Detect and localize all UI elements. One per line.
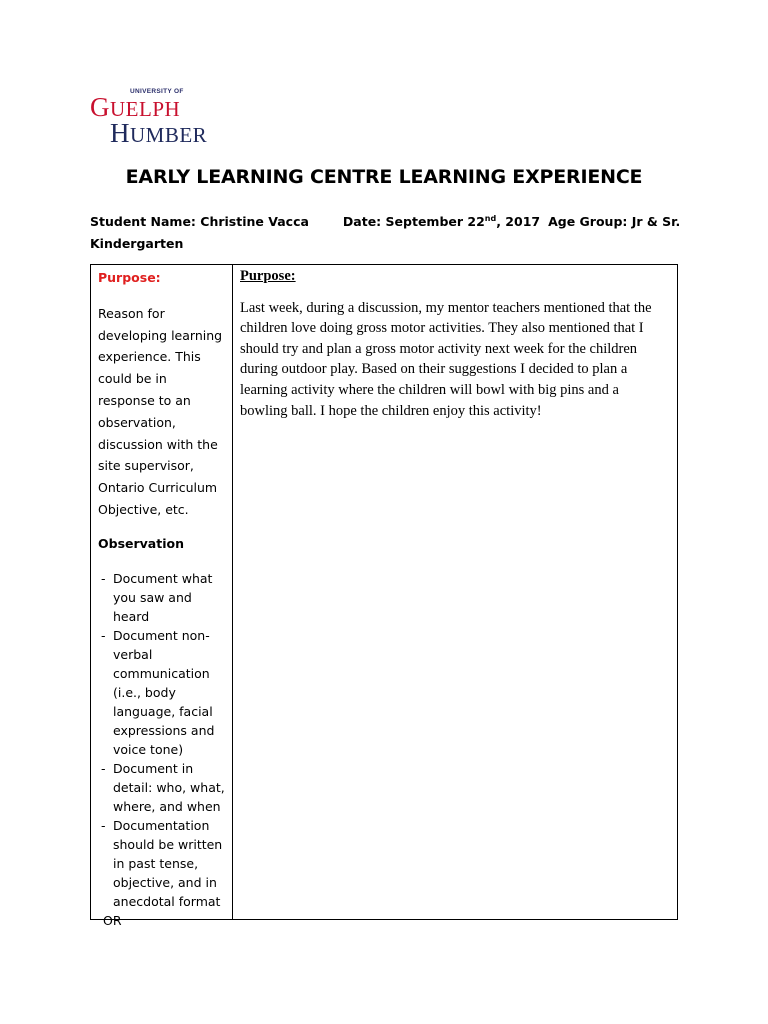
guidance-column (91, 265, 232, 930)
observation-item: - Document what you saw and heard (98, 569, 226, 626)
student-name: Student Name: Christine Vacca (90, 214, 309, 229)
logo-humber (110, 118, 207, 150)
observation-item: - Document in detail: who, what, where, and when (98, 759, 226, 816)
logo-guelph-initial: G (90, 92, 110, 122)
age-group: Age Group: Jr & Sr. (548, 214, 681, 229)
age-group-continued: Kindergarten (90, 236, 184, 251)
experience-table (90, 264, 678, 928)
logo-humber-rest: UMBER (130, 123, 208, 147)
logo-guelph-rest: UELPH (110, 97, 181, 121)
logo-university-of: UNIVERSITY OF (130, 88, 184, 95)
observation-item: - Documentation should be written in past tense, objective, and in anecdotal format (98, 816, 226, 911)
response-column (233, 265, 677, 421)
observation-list (98, 569, 226, 911)
date-suffix: , 2017 (496, 214, 541, 229)
date-field (343, 214, 540, 229)
date-prefix: Date: September 22 (342, 214, 485, 229)
response-heading: Purpose: (240, 268, 296, 284)
observation-label: Observation (98, 535, 184, 551)
logo-humber-initial: H (110, 118, 130, 148)
observation-item: - Document non-verbal communication (i.e., body language, facial expressions and voice tone) (98, 626, 226, 759)
student-info (90, 211, 690, 255)
or-text: OR (103, 912, 122, 928)
document-title: EARLY LEARNING CENTRE LEARNING EXPERIENCE (125, 166, 643, 188)
response-body: Last week, during a discussion, my mentor teachers mentioned that the children love doing gross motor activities. They also mentioned that I should try and plan a gross motor activity next week for the children during outdoor play. Based on their suggestions I decided to plan a learning activity where the children will bowl with big pins and a bowling ball. I hope the children enjoy this activity! (240, 299, 652, 419)
purpose-guidance-text: Reason for developing learning experience. This could be in response to an observation, discussion with the site supervisor, Ontario Curriculum Objective, etc. (98, 305, 223, 517)
purpose-label: Purpose: (98, 270, 161, 285)
date-superscript: nd (484, 213, 497, 223)
